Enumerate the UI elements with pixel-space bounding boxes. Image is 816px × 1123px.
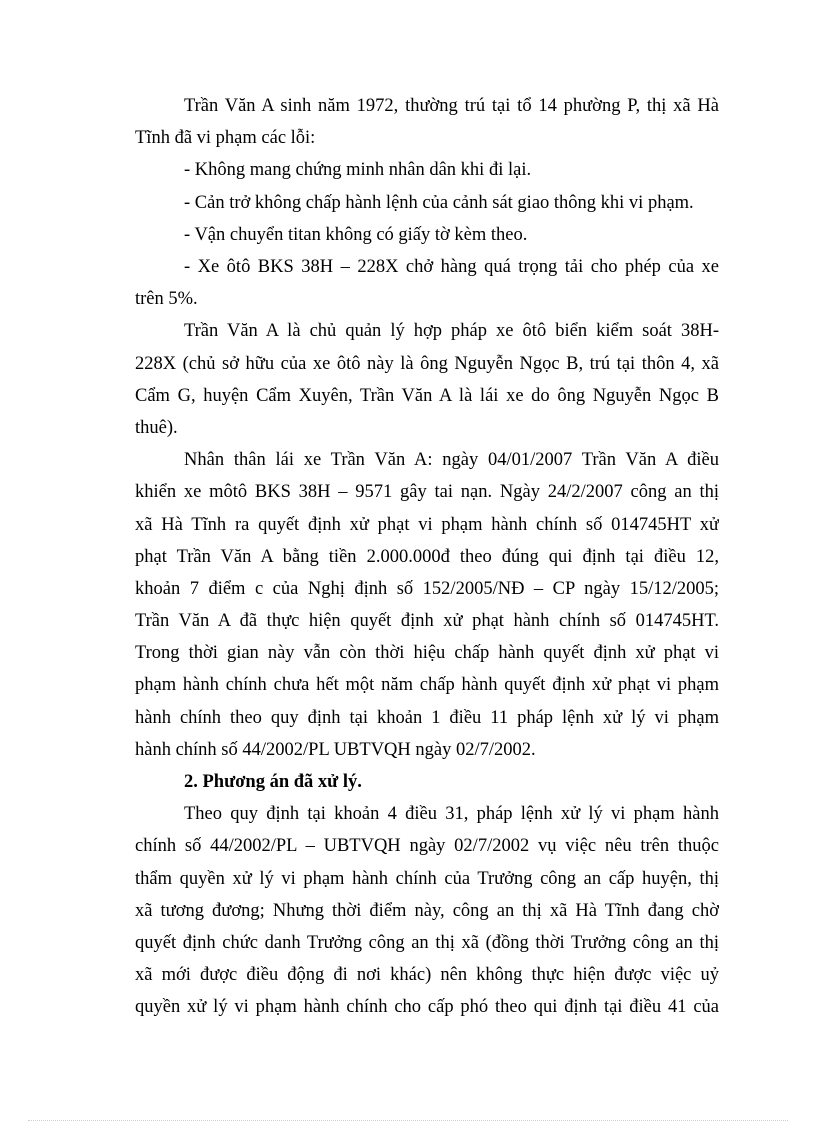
text-line: Trần Văn A đã thực hiện quyết định xử phạt hành chính số 014745HT. xyxy=(135,611,719,632)
text-line: thuê). xyxy=(135,417,178,438)
page-footer-divider xyxy=(28,1120,788,1121)
text-line: trên 5%. xyxy=(135,289,198,310)
text-line: Trần Văn A là chủ quản lý hợp pháp xe ôtô biển kiểm soát 38H- xyxy=(184,321,719,342)
text-line: phạt Trần Văn A bằng tiền 2.000.000đ theo đúng qui định tại điều 12, xyxy=(135,546,719,567)
text-line: Nhân thân lái xe Trần Văn A: ngày 04/01/2007 Trần Văn A điều xyxy=(184,450,719,471)
text-line: chính số 44/2002/PL – UBTVQH ngày 02/7/2002 vụ việc nêu trên thuộc xyxy=(135,836,719,857)
text-line: Theo quy định tại khoản 4 điều 31, pháp lệnh xử lý vi phạm hành xyxy=(184,804,719,825)
text-line: hành chính theo quy định tại khoản 1 điều 11 pháp lệnh xử lý vi phạm xyxy=(135,707,719,728)
text-line: thẩm quyền xử lý vi phạm hành chính của Trưởng công an cấp huyện, thị xyxy=(135,868,719,889)
text-line: 228X (chủ sở hữu của xe ôtô này là ông Nguyễn Ngọc B, trú tại thôn 4, xã xyxy=(135,353,719,374)
text-line: xã Hà Tĩnh ra quyết định xử phạt vi phạm hành chính số 014745HT xử xyxy=(135,514,719,535)
document-page xyxy=(135,90,719,1024)
text-line: khoản 7 điểm c của Nghị định số 152/2005/NĐ – CP ngày 15/12/2005; xyxy=(135,578,719,599)
text-line: - Vận chuyển titan không có giấy tờ kèm theo. xyxy=(184,224,528,245)
text-line: - Cản trở không chấp hành lệnh của cảnh sát giao thông khi vi phạm. xyxy=(184,192,694,213)
text-line: xã mới được điều động đi nơi khác) nên không thực hiện được việc uỷ xyxy=(135,965,719,986)
text-line: quyết định chức danh Trưởng công an thị xã (đồng thời Trưởng công an thị xyxy=(135,933,719,953)
section-heading: 2. Phương án đã xử lý. xyxy=(184,772,362,793)
text-line: Tĩnh đã vi phạm các lỗi: xyxy=(135,128,316,149)
text-line: - Không mang chứng minh nhân dân khi đi lại. xyxy=(184,160,532,181)
text-line: khiển xe môtô BKS 38H – 9571 gây tai nạn. Ngày 24/2/2007 công an thị xyxy=(135,482,719,503)
text-line: xã tương đương; Nhưng thời điểm này, công an thị xã Hà Tĩnh đang chờ xyxy=(135,900,719,921)
text-line: hành chính số 44/2002/PL UBTVQH ngày 02/7/2002. xyxy=(135,739,536,760)
text-line: - Xe ôtô BKS 38H – 228X chở hàng quá trọng tải cho phép của xe xyxy=(184,257,719,277)
text-line: phạm hành chính chưa hết một năm chấp hành quyết định xử phạt vi phạm xyxy=(135,675,719,696)
text-line: Trần Văn A sinh năm 1972, thường trú tại tổ 14 phường P, thị xã Hà xyxy=(184,96,719,116)
text-line: Cẩm G, huyện Cẩm Xuyên, Trần Văn A là lái xe do ông Nguyễn Ngọc B xyxy=(135,385,719,406)
text-line: Trong thời gian này vẫn còn thời hiệu chấp hành quyết định xử phạt vi xyxy=(135,643,719,664)
text-line: quyền xử lý vi phạm hành chính cho cấp phó theo qui định tại điều 41 của xyxy=(135,997,719,1018)
